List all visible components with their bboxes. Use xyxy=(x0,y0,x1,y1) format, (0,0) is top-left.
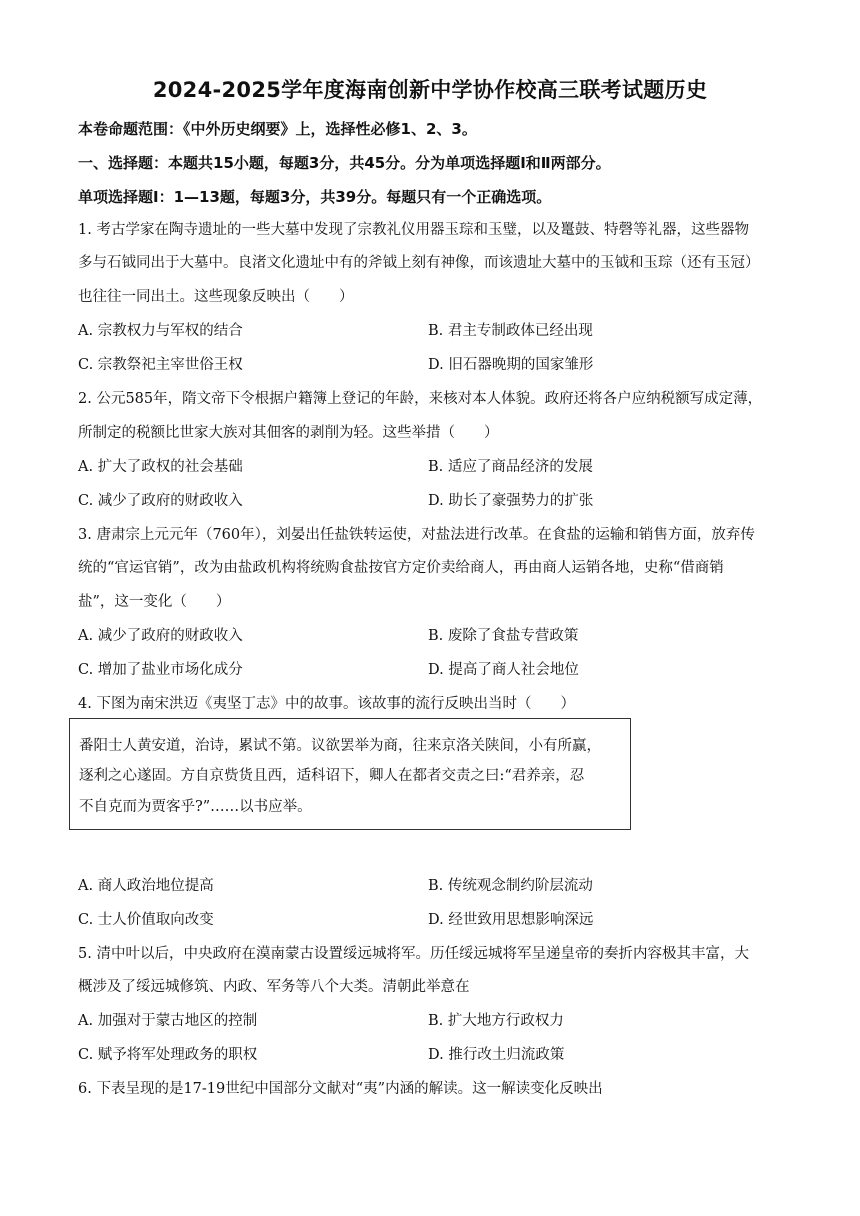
question-1-text: 多与石钺同出于大墓中。良渚文化遗址中有的斧钺上刻有神像，而该遗址大墓中的玉钺和玉琮（还有玉冠） xyxy=(78,255,760,271)
question-4-option-c[interactable]: C. 士人价值取向改变 xyxy=(78,912,214,928)
question-5-text: 概涉及了绥远城修筑、内政、军务等八个大类。清朝此举意在 xyxy=(78,979,470,995)
question-2-text: 2. 公元585年，隋文帝下令根据户籍簿上登记的年龄，来核对本人体貌。政府还将各户应纳税额写成定薄， xyxy=(78,391,763,407)
question-4-option-a[interactable]: A. 商人政治地位提高 xyxy=(78,878,214,894)
question-3-text: 3. 唐肃宗上元元年（760年），刘晏出任盐铁转运使，对盐法进行改革。在食盐的运输和销售方面，放弃传 xyxy=(78,527,755,543)
question-2-option-b[interactable]: B. 适应了商品经济的发展 xyxy=(428,459,593,475)
question-3-text: 统的“官运官销”，改为由盐政机构将统购食盐按官方定价卖给商人，再由商人运销各地，史称“借商销 xyxy=(78,560,724,576)
question-4-text: 4. 下图为南宋洪迈《夷坚丁志》中的故事。该故事的流行反映出当时（ ） xyxy=(78,696,575,712)
scope-note: 本卷命题范围：《中外历史纲要》上，选择性必修1、2、3。 xyxy=(78,120,477,138)
source-excerpt-box xyxy=(69,718,631,830)
question-4-option-d[interactable]: D. 经世致用思想影响深远 xyxy=(428,912,594,928)
question-6-text: 6. 下表呈现的是17-19世纪中国部分文献对“夷”内涵的解读。这一解读变化反映出 xyxy=(78,1081,603,1097)
section-heading: 一、选择题：本题共15小题，每题3分，共45分。分为单项选择题Ⅰ和Ⅱ两部分。 xyxy=(78,154,611,172)
question-1-text: 也往往一同出土。这些现象反映出（ ） xyxy=(78,289,354,305)
question-5-option-d[interactable]: D. 推行改土归流政策 xyxy=(428,1047,565,1063)
question-3-text: 盐”，这一变化（ ） xyxy=(78,594,231,610)
question-3-option-a[interactable]: A. 减少了政府的财政收入 xyxy=(78,628,243,644)
excerpt-line: 番阳士人黄安道，治诗，累试不第。议欲罢举为商，往来京洛关陕间，小有所赢， xyxy=(79,738,601,754)
question-1-option-b[interactable]: B. 君主专制政体已经出现 xyxy=(428,323,593,339)
exam-title: 2024-2025学年度海南创新中学协作校高三联考试题历史 xyxy=(152,78,708,102)
excerpt-line: 逐利之心遂固。方自京赀货且西，适科诏下，卿人在都者交责之曰:“君养亲，忍 xyxy=(79,768,585,784)
question-2-text: 所制定的税额比世家大族对其佃客的剥削为轻。这些举措（ ） xyxy=(78,425,499,441)
question-1-option-c[interactable]: C. 宗教祭祀主宰世俗王权 xyxy=(78,357,243,373)
question-3-option-d[interactable]: D. 提高了商人社会地位 xyxy=(428,662,579,678)
question-4-option-b[interactable]: B. 传统观念制约阶层流动 xyxy=(428,878,593,894)
section-subheading: 单项选择题Ⅰ：1—13题，每题3分，共39分。每题只有一个正确选项。 xyxy=(78,188,552,206)
question-3-option-c[interactable]: C. 增加了盐业市场化成分 xyxy=(78,662,243,678)
question-2-option-c[interactable]: C. 减少了政府的财政收入 xyxy=(78,493,243,509)
question-5-text: 5. 清中叶以后，中央政府在漠南蒙古设置绥远城将军。历任绥远城将军呈递皇帝的奏折内容极其丰富，大 xyxy=(78,946,749,962)
question-3-option-b[interactable]: B. 废除了食盐专营政策 xyxy=(428,628,579,644)
question-5-option-b[interactable]: B. 扩大地方行政权力 xyxy=(428,1013,564,1029)
question-5-option-c[interactable]: C. 赋予将军处理政务的职权 xyxy=(78,1047,258,1063)
question-1-option-d[interactable]: D. 旧石器晚期的国家雏形 xyxy=(428,357,594,373)
question-1-text: 1. 考古学家在陶寺遗址的一些大墓中发现了宗教礼仪用器玉琮和玉璧，以及鼍鼓、特磬等礼器，这些器物 xyxy=(78,222,749,238)
question-5-option-a[interactable]: A. 加强对于蒙古地区的控制 xyxy=(78,1013,258,1029)
question-2-option-a[interactable]: A. 扩大了政权的社会基础 xyxy=(78,459,243,475)
question-2-option-d[interactable]: D. 助长了豪强势力的扩张 xyxy=(428,493,594,509)
question-1-option-a[interactable]: A. 宗教权力与军权的结合 xyxy=(78,323,243,339)
excerpt-line: 不自克而为贾客乎?”……以书应举。 xyxy=(79,799,312,815)
